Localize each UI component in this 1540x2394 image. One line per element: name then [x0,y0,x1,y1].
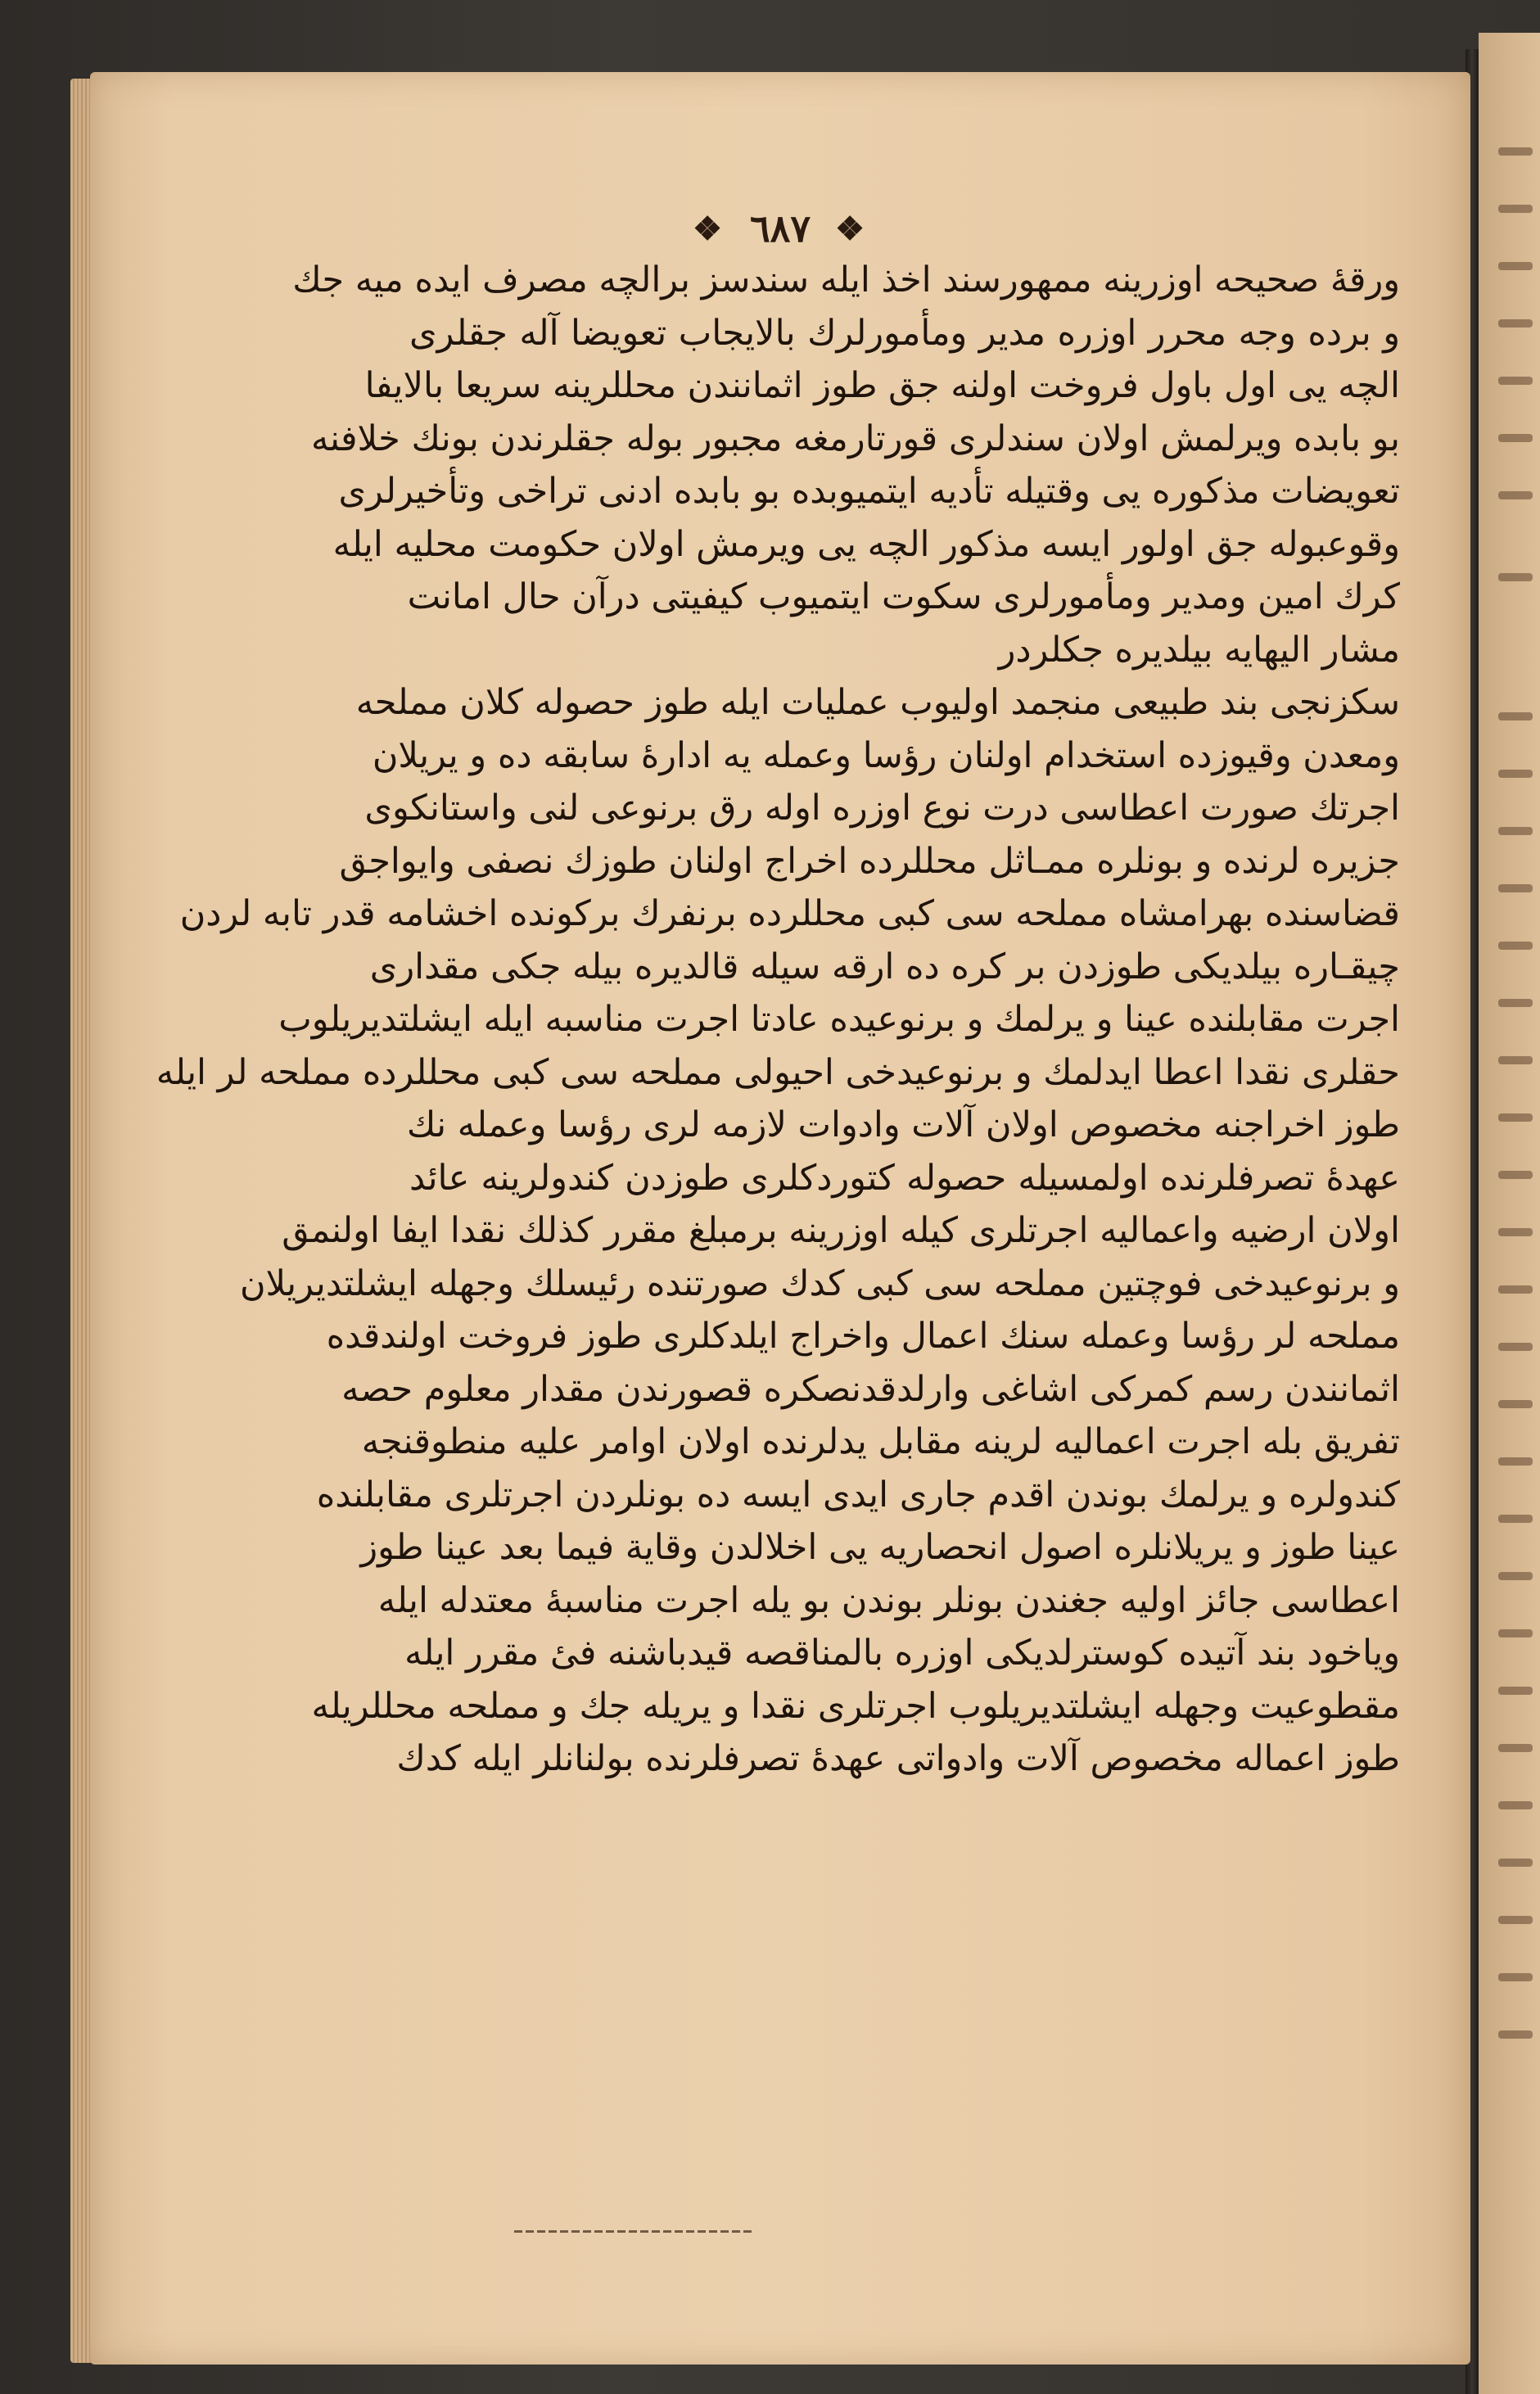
facing-page-text-fragment [1498,827,1533,835]
facing-page-text-fragment [1498,491,1533,499]
facing-page-text-fragment [1498,1171,1533,1179]
text-line: و برده وجه محرر اوزره مدیر ومأمورلرك بالایجاب تعویضا آله جقلری [409,312,1401,354]
facing-page-text-fragment [1498,1228,1533,1236]
facing-page-text-fragment [1498,1056,1533,1064]
ornament-icon: ❖ [693,209,725,248]
text-line: اثمانندن رسم کمرکی اشاغی وارلدقدنصکره قصورندن مقدار معلوم حصه [341,1368,1400,1410]
facing-page-text-fragment [1498,1457,1533,1466]
text-line: عهدهٔ تصرفلرنده اولمسیله حصوله کتوردکلری طوزدن کندولرینه عائد [409,1157,1400,1199]
facing-page-text-fragment [1498,2030,1533,2039]
facing-page-text-fragment [1498,712,1533,720]
facing-page-text-fragment [1498,1343,1533,1351]
text-line: ویاخود بند آتیده کوسترلدیکی اوزره بالمناقصه قیدباشنه فیٔ مقرر ایله [404,1633,1400,1674]
facing-page-text-fragment [1498,1744,1533,1752]
facing-page-text-fragment [1498,1687,1533,1695]
facing-page-text-fragment [1498,573,1533,581]
facing-page-text-fragment [1498,999,1533,1007]
facing-page-text-fragment [1498,1916,1533,1924]
text-line: کرك امین ومدیر ومأمورلری سکوت ایتمیوب کیفیتی درآن حال امانت [407,576,1400,617]
facing-page-text-fragment [1498,1285,1533,1294]
facing-page-text-fragment [1498,942,1533,950]
text-line: قضاسنده بهرامشاه مملحه سی کبی محللرده برنفرك برکونده اخشامه قدر تابه لردن [179,893,1400,934]
footnote-rule [514,2230,752,2233]
text-line: مقطوعیت وجهله ایشلتدیریلوب اجرتلری نقدا و یریله جك و مملحه محللریله [311,1685,1400,1727]
facing-page-text-fragment [1498,770,1533,778]
text-line: اعطاسی جائز اولیه جغندن بونلر بوندن بو یله اجرت مناسبهٔ معتدله ایله [377,1579,1400,1621]
text-line: کندولره و یرلمك بوندن اقدم جاری ایدی ایسه ده بونلردن اجرتلری مقابلنده [316,1474,1400,1515]
text-line: طوز اخراجنه مخصوص اولان آلات وادوات لازمه لری رؤسا وعمله نك [406,1104,1400,1145]
page-header [90,203,1470,251]
facing-page-text-fragment [1498,319,1533,327]
text-line: ومعدن وقیوزده استخدام اولنان رؤسا وعمله یه ادارهٔ سابقه ده و یریلان [372,734,1400,776]
facing-page-text-fragment [1498,1113,1533,1122]
facing-page-text-fragment [1498,1572,1533,1580]
page-number: ٦٨٧ [749,206,811,251]
ornament-icon: ❖ [835,209,868,248]
text-line: تفریق بله اجرت اعمالیه لرینه مقابل یدلرنده اولان اوامر علیه منطوقنجه [361,1421,1400,1462]
facing-page-text-fragment [1498,434,1533,442]
text-line: اجرتك صورت اعطاسی درت نوع اوزره اوله رق برنوعی لنی واستانکوی [364,788,1400,829]
text-line: ورقهٔ صحیحه اوزرینه ممهورسند اخذ ایله سندسز برالچه مصرف ایده میه جك [292,260,1400,300]
text-line: جزیره لرنده و بونلره ممـاثل محللرده اخراج اولنان طوزك نصفی وایواجق [339,840,1400,882]
text-line: طوز اعماله مخصوص آلات وادواتی عهدهٔ تصرفلرنده بولنانلر ایله کدك [396,1738,1400,1779]
facing-page-text-fragment [1498,1629,1533,1637]
text-line: عینا طوز و یریلانلره اصول انحصاریه یی اخلالدن وقایة فیما بعد عینا طوز [360,1527,1400,1568]
body-text [156,254,1401,1786]
text-line: مشار الیهایه بیلدیره جکلردر [998,629,1400,671]
text-line: و برنوعیدخی فوچتین مملحه سی کبی کدك صورتنده رئیسلك وجهله ایشلتدیریلان [239,1262,1400,1304]
facing-page-text-fragment [1498,377,1533,385]
facing-page-text-fragment [1498,1801,1533,1809]
facing-page-text-fragment [1498,1859,1533,1867]
facing-page-text-fragment [1498,1400,1533,1408]
facing-page-text-fragment [1498,1515,1533,1523]
text-line: الچه یی اول باول فروخت اولنه جق طوز اثمانندن محللرینه سریعا بالایفا [364,365,1400,406]
text-line: وقوعبوله جق اولور ایسه مذکور الچه یی ویرمش اولان حکومت محلیه ایله [332,523,1400,565]
facing-page-text-fragment [1498,1973,1533,1981]
facing-page-text-fragment [1498,205,1533,213]
text-line: مملحه لر رؤسا وعمله سنك اعمال واخراج ایلدکلری طوز فروخت اولندقده [326,1316,1400,1357]
facing-page-text-fragment [1498,147,1533,156]
text-line: بو بابده ویرلمش اولان سندلری قورتارمغه مجبور بوله جقلرندن بونك خلافنه [310,418,1400,459]
facing-page-text-fragment [1498,884,1533,892]
text-line: تعویضات مذکوره یی وقتیله تأدیه ایتمیوبده بو بابده ادنی تراخی وتأخیرلری [338,471,1400,512]
text-line: چیقـاره بیلدیکی طوزدن بر کره ده ارقه سیله قالدیره بیله جکی مقداری [369,946,1400,987]
facing-page-text-fragment [1498,262,1533,270]
book-page [90,72,1470,2365]
facing-page-edge [1479,33,1540,2394]
text-line: اجرت مقابلنده عینا و یرلمك و برنوعیده عادتا اجرت مناسبه ایله ایشلتدیریلوب [278,999,1400,1040]
text-line: سکزنجی بند طبیعی منجمد اولیوب عملیات ایله طوز حصوله کلان مملحه [355,682,1400,723]
text-line: حقلری نقدا اعطا ایدلمك و برنوعیدخی احیولی مملحه سی کبی محللرده مملحه لر ایله [156,1051,1400,1093]
text-line: اولان ارضیه واعمالیه اجرتلری کیله اوزرینه برمبلغ مقرر کذلك نقدا ایفا اولنمق [282,1210,1400,1251]
